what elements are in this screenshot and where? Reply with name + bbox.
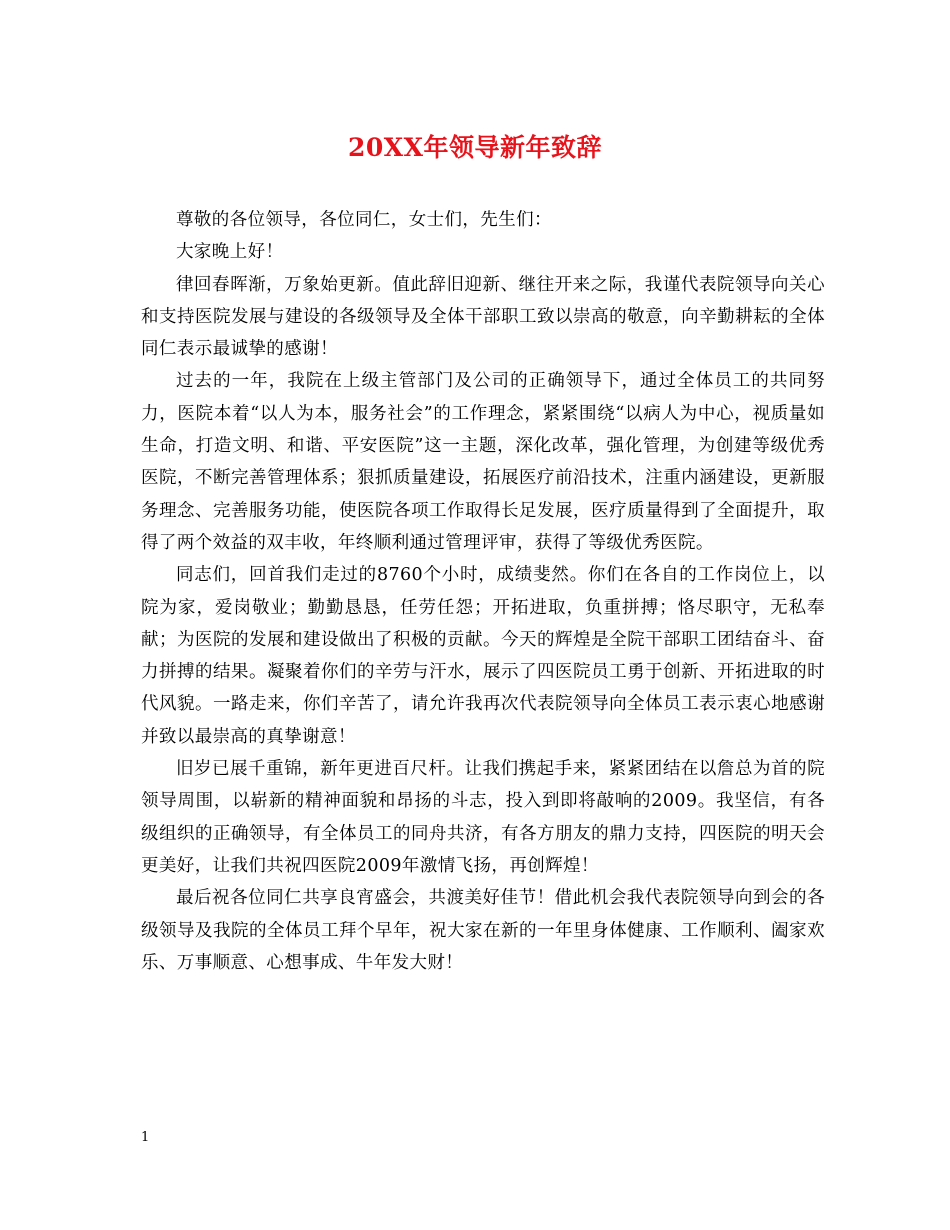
paragraph-salutation: 尊敬的各位领导，各位同仁，女士们，先生们： bbox=[176, 210, 552, 230]
paragraph-outlook: 旧岁已展千重锦，新年更进百尺杆。让我们携起手来，紧紧团结在以詹总为首的院领导周围，以崭新的精神面貌和昂扬的斗志，投入到即将敲响的2009。我坚信，有各级组织的正确领导，有全体员工的同舟共济，有各方朋友的鼎力支持，四医院的明天会更美好，让我们共祝四医院2009年激情飞扬，再创辉煌！ bbox=[141, 759, 825, 876]
document-title: 20XX年领导新年致辞 bbox=[347, 133, 603, 162]
paragraph-thanks: 同志们，回首我们走过的8760个小时，成绩斐然。你们在各自的工作岗位上，以院为家，爱岗敬业；勤勤恳恳，任劳任怨；开拓进取，负重拼搏；恪尽职守，无私奉献；为医院的发展和建设做出了积极的贡献。今天的辉煌是全院干部职工团结奋斗、奋力拼搏的结果。凝聚着你们的辛劳与汗水，展示了四医院员工勇于创新、开拓进取的时代风貌。一路走来，你们辛苦了，请允许我再次代表院领导向全体员工表示衷心地感谢并致以最崇高的真挚谢意！ bbox=[141, 565, 825, 747]
paragraph-closing: 最后祝各位同仁共享良宵盛会，共渡美好佳节！借此机会我代表院领导向到会的各级领导及我院的全体员工拜个早年，祝大家在新的一年里身体健康、工作顺利、阖家欢乐、万事顺意、心想事成、牛年发大财！ bbox=[141, 888, 825, 973]
paragraph-greeting: 大家晚上好！ bbox=[176, 242, 284, 263]
paragraph-review: 过去的一年，我院在上级主管部门及公司的正确领导下，通过全体员工的共同努力，医院本着“以人为本，服务社会”的工作理念，紧紧围绕“以病人为中心，视质量如生命，打造文明、和谐、平安医院”这一主题，深化改革，强化管理，为创建等级优秀医院，不断完善管理体系；狠抓质量建设，拓展医疗前沿技术，注重内涵建设，更新服务理念、完善服务功能，使医院各项工作取得长足发展，医疗质量得到了全面提升，取得了两个效益的双丰收，年终顺利通过管理评审，获得了等级优秀医院。 bbox=[141, 371, 825, 553]
paragraph-opening: 律回春晖渐，万象始更新。值此辞旧迎新、继往开来之际，我谨代表院领导向关心和支持医院发展与建设的各级领导及全体干部职工致以崇高的敬意，向辛勤耕耘的全体同仁表示最诚挚的感谢！ bbox=[141, 274, 825, 360]
page-number: 1 bbox=[141, 1130, 150, 1145]
document-body bbox=[141, 204, 825, 979]
